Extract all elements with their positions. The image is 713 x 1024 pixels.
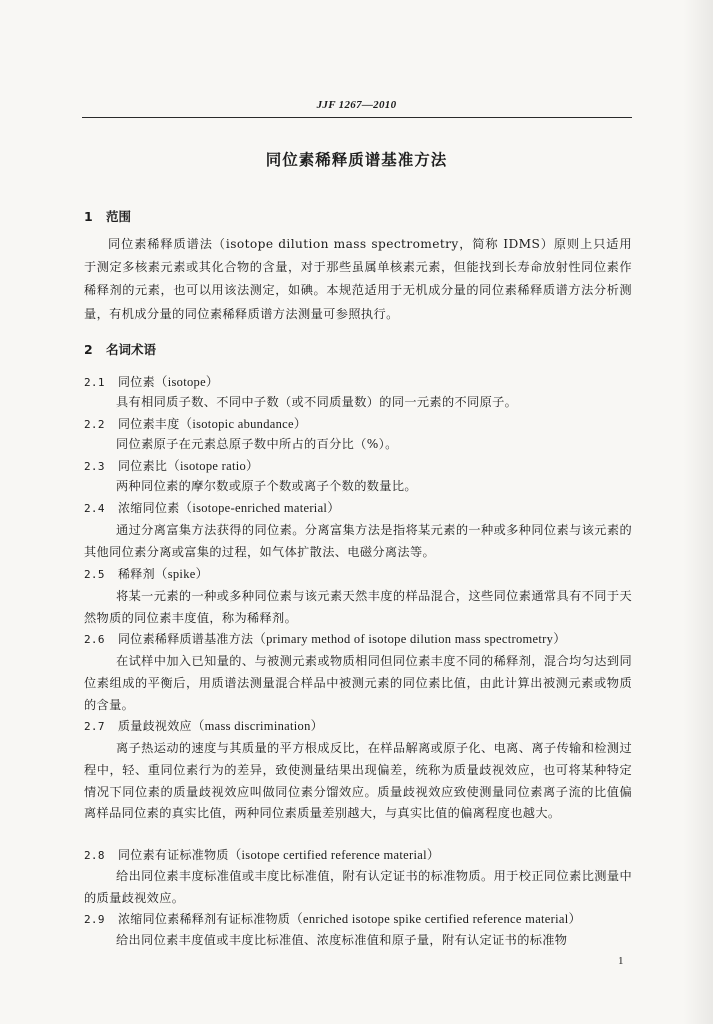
section-heading-terms (84, 340, 156, 358)
term-name: 质量歧视效应 (118, 719, 192, 733)
document-title: 同位素稀释质谱基准方法 (265, 151, 448, 169)
section-number: 2 (84, 342, 93, 357)
term-number: 2.2 (84, 418, 105, 431)
term-name: 同位素比 (118, 459, 168, 473)
section-number: 1 (84, 209, 93, 224)
term-heading (84, 716, 632, 737)
term-english: （spike） (154, 567, 209, 581)
term-definition: 给出同位素丰度值或丰度比标准值、浓度标准值和原子量，附有认定证书的标准物 (116, 933, 568, 947)
term-name: 稀释剂 (118, 567, 155, 581)
term-number: 2.8 (84, 849, 105, 862)
term-definition: 同位素原子在元素总原子数中所占的百分比（%）。 (116, 437, 398, 451)
term-english: （isotope ratio） (167, 459, 259, 473)
term-heading (84, 372, 632, 393)
term-number: 2.7 (84, 720, 105, 733)
term-number: 2.3 (84, 460, 105, 473)
section-title: 名词术语 (106, 342, 157, 357)
term-definition: 将某一元素的一种或多种同位素与该元素天然丰度的样品混合，这些同位素通常具有不同于天然物质的同位素丰度值，称为稀释剂。 (84, 589, 632, 625)
term-name: 同位素有证标准物质 (118, 848, 229, 862)
scope-paragraph: 同位素稀释质谱法（isotope dilution mass spectrometry，简称 IDMS）原则上只适用于测定多核素元素或其化合物的含量，对于那些虽属单核素元素，但能找到长寿命放射性同位素作稀释剂的元素，也可以用该法测定，如碘。本规范适用于无机成分量的同位素稀释质谱方法分析测量，有机成分量的同位素稀释质谱方法测量可参照执行。 (84, 237, 632, 321)
term-english: （isotope certified reference material） (228, 848, 440, 862)
term-name: 同位素稀释质谱基准方法 (118, 632, 254, 646)
term-number: 2.4 (84, 502, 105, 515)
term-heading (84, 909, 632, 930)
term-number: 2.5 (84, 568, 105, 581)
term-english: （isotope-enriched material） (179, 501, 340, 515)
term-heading (84, 414, 632, 435)
section-title: 范围 (106, 209, 132, 224)
term-english: （isotopic abundance） (179, 417, 307, 431)
term-english: （primary method of isotope dilution mass spectrometry） (253, 632, 566, 646)
term-definition: 两种同位素的摩尔数或原子个数或离子个数的数量比。 (116, 479, 417, 493)
term-number: 2.6 (84, 633, 105, 646)
term-heading (84, 629, 632, 650)
term-heading (84, 498, 632, 519)
term-name: 浓缩同位素稀释剂有证标准物质 (118, 912, 291, 926)
section-heading-scope (84, 207, 131, 225)
term-definition: 离子热运动的速度与其质量的平方根成反比，在样品解离或原子化、电离、离子传输和检测过程中，轻、重同位素行为的差异，致使测量结果出现偏差，统称为质量歧视效应，也可将某种特定情况下同位素的质量歧视效应叫做同位素分馏效应。质量歧视效应致使测量同位素离子流的比值偏离样品同位素的真实比值，两种同位素质量差别越大，与真实比值的偏离程度也越大。 (84, 741, 632, 821)
term-definition: 在试样中加入已知量的、与被测元素或物质相同但同位素丰度不同的稀释剂，混合均匀达到同位素组成的平衡后，用质谱法测量混合样品中被测元素的同位素比值，由此计算出被测元素或物质的含量。 (84, 654, 632, 712)
term-name: 浓缩同位素 (118, 501, 180, 515)
term-definition: 通过分离富集方法获得的同位素。分离富集方法是指将某元素的一种或多种同位素与该元素的其他同位素分离或富集的过程，如气体扩散法、电磁分离法等。 (84, 523, 632, 559)
header-rule (82, 117, 632, 118)
page-number: 1 (618, 955, 624, 967)
term-definition: 具有相同质子数、不同中子数（或不同质量数）的同一元素的不同原子。 (116, 395, 518, 409)
term-heading (84, 845, 632, 866)
term-heading (84, 564, 632, 585)
term-definition: 给出同位素丰度标准值或丰度比标准值，附有认定证书的标准物质。用于校正同位素比测量中的质量歧视效应。 (84, 869, 632, 905)
standard-code: JJF 1267—2010 (316, 99, 397, 111)
term-english: （isotope） (154, 375, 219, 389)
term-english: （enriched isotope spike certified reference material） (290, 912, 582, 926)
term-english: （mass discrimination） (191, 719, 324, 733)
term-number: 2.1 (84, 376, 105, 389)
term-name: 同位素丰度 (118, 417, 180, 431)
term-heading (84, 456, 632, 477)
term-number: 2.9 (84, 913, 105, 926)
term-name: 同位素 (118, 375, 155, 389)
